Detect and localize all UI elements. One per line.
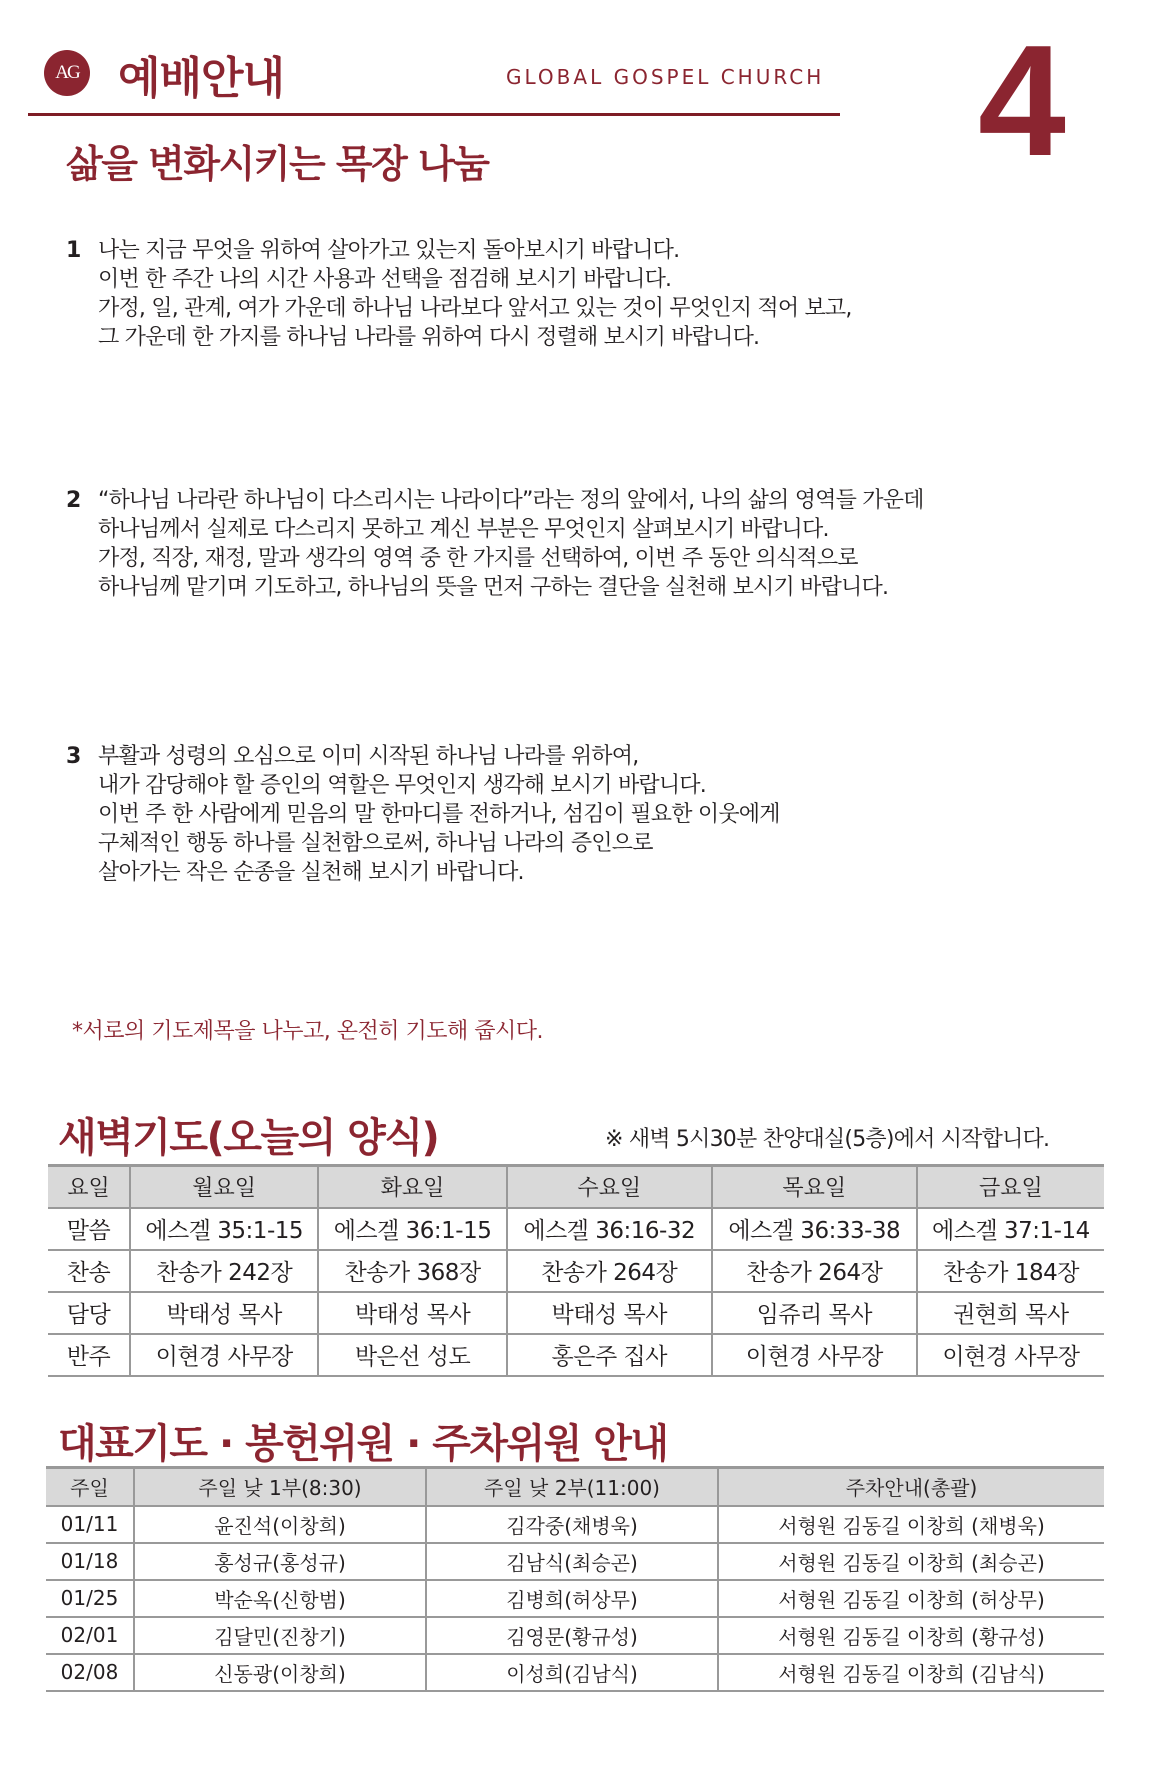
row-header: 담당 (48, 1292, 130, 1334)
sharing-section-title: 삶을 변화시키는 목장 나눔 (66, 142, 489, 186)
question-line: 그 가운데 한 가지를 하나님 나라를 위하여 다시 정렬해 보시기 바랍니다. (98, 325, 760, 350)
question-line: 내가 감당해야 할 증인의 역할은 무엇인지 생각해 보시기 바랍니다. (98, 773, 706, 798)
church-logo-icon: AG (44, 50, 90, 96)
date-cell: 02/08 (46, 1654, 134, 1691)
column-header: 주차안내(총괄) (718, 1468, 1104, 1506)
table-cell: 김각중(채병욱) (426, 1506, 718, 1543)
prayer-committee-title: 대표기도 · 봉헌위원 · 주차위원 안내 (58, 1421, 668, 1467)
question-line: “하나님 나라란 하나님이 다스리시는 나라이다”라는 정의 앞에서, 나의 삶의 영역들 가운데 (98, 488, 924, 513)
table-row (48, 1208, 1104, 1250)
table-row (46, 1617, 1104, 1654)
table-cell: 에스겔 36:33-38 (712, 1208, 917, 1250)
table-cell: 홍성규(홍성규) (134, 1543, 426, 1580)
table-row (48, 1292, 1104, 1334)
dawn-prayer-title: 새벽기도(오늘의 양식) (58, 1115, 439, 1161)
question-line: 이번 주 한 사람에게 믿음의 말 한마디를 전하거나, 섬김이 필요한 이웃에게 (98, 802, 780, 827)
page-title: 예배안내 (118, 53, 285, 104)
question-line: 구체적인 행동 하나를 실천함으로써, 하나님 나라의 증인으로 (98, 831, 653, 856)
table-cell: 김병희(허상무) (426, 1580, 718, 1617)
column-header: 수요일 (507, 1166, 712, 1208)
table-cell: 신동광(이창희) (134, 1654, 426, 1691)
question-number: 1 (66, 238, 82, 263)
table-cell: 서형원 김동길 이창희 (황규성) (718, 1617, 1104, 1654)
question-line: 살아가는 작은 순종을 실천해 보시기 바랍니다. (98, 860, 524, 885)
table-cell: 에스겔 35:1-15 (130, 1208, 318, 1250)
row-header: 찬송 (48, 1250, 130, 1292)
question-line: 나는 지금 무엇을 위하여 살아가고 있는지 돌아보시기 바랍니다. (98, 238, 680, 263)
table-cell: 홍은주 집사 (507, 1334, 712, 1376)
table-row (46, 1580, 1104, 1617)
table-cell: 권현희 목사 (917, 1292, 1104, 1334)
table-cell: 김영문(황규성) (426, 1617, 718, 1654)
table-row (48, 1334, 1104, 1376)
table-header-row (46, 1468, 1104, 1506)
table-cell: 찬송가 184장 (917, 1250, 1104, 1292)
table-cell: 서형원 김동길 이창희 (채병욱) (718, 1506, 1104, 1543)
table-cell: 서형원 김동길 이창희 (김남식) (718, 1654, 1104, 1691)
table-cell: 이현경 사무장 (712, 1334, 917, 1376)
table-header-row (48, 1166, 1104, 1208)
page-number: 4 (978, 13, 1066, 189)
table-cell: 박태성 목사 (318, 1292, 506, 1334)
table-cell: 에스겔 36:1-15 (318, 1208, 506, 1250)
table-row (46, 1654, 1104, 1691)
table-cell: 임쥬리 목사 (712, 1292, 917, 1334)
table-cell: 서형원 김동길 이창희 (허상무) (718, 1580, 1104, 1617)
row-header: 반주 (48, 1334, 130, 1376)
table-cell: 이현경 사무장 (917, 1334, 1104, 1376)
table-cell: 에스겔 37:1-14 (917, 1208, 1104, 1250)
table-cell: 박태성 목사 (507, 1292, 712, 1334)
question-line: 이번 한 주간 나의 시간 사용과 선택을 점검해 보시기 바랍니다. (98, 267, 672, 292)
table-row (46, 1506, 1104, 1543)
column-header: 월요일 (130, 1166, 318, 1208)
question-number: 2 (66, 488, 82, 513)
prayer-committee-table (46, 1466, 1104, 1692)
question-line: 가정, 직장, 재정, 말과 생각의 영역 중 한 가지를 선택하여, 이번 주 동안 의식적으로 (98, 546, 858, 571)
table-cell: 윤진석(이창희) (134, 1506, 426, 1543)
question-line: 하나님께 맡기며 기도하고, 하나님의 뜻을 먼저 구하는 결단을 실천해 보시기 바랍니다. (98, 575, 889, 600)
table-cell: 박은선 성도 (318, 1334, 506, 1376)
prayer-request-note: *서로의 기도제목을 나누고, 온전히 기도해 줍시다. (72, 1019, 543, 1044)
table-cell: 찬송가 242장 (130, 1250, 318, 1292)
question-line: 하나님께서 실제로 다스리지 못하고 계신 부분은 무엇인지 살펴보시기 바랍니다. (98, 517, 829, 542)
dawn-prayer-note: ※ 새벽 5시30분 찬양대실(5층)에서 시작합니다. (605, 1127, 1050, 1152)
column-header: 목요일 (712, 1166, 917, 1208)
column-header: 주일 낮 1부(8:30) (134, 1468, 426, 1506)
column-header: 주일 낮 2부(11:00) (426, 1468, 718, 1506)
table-cell: 에스겔 36:16-32 (507, 1208, 712, 1250)
question-line: 가정, 일, 관계, 여가 가운데 하나님 나라보다 앞서고 있는 것이 무엇인지 적어 보고, (98, 296, 852, 321)
date-cell: 01/18 (46, 1543, 134, 1580)
table-cell: 서형원 김동길 이창희 (최승곤) (718, 1543, 1104, 1580)
church-name: GLOBAL GOSPEL CHURCH (506, 65, 825, 89)
date-cell: 01/25 (46, 1580, 134, 1617)
table-cell: 찬송가 264장 (712, 1250, 917, 1292)
table-cell: 박순옥(신항범) (134, 1580, 426, 1617)
column-header: 요일 (48, 1166, 130, 1208)
dawn-prayer-table (48, 1164, 1104, 1377)
table-cell: 찬송가 264장 (507, 1250, 712, 1292)
row-header: 말씀 (48, 1208, 130, 1250)
table-cell: 이현경 사무장 (130, 1334, 318, 1376)
column-header: 금요일 (917, 1166, 1104, 1208)
table-cell: 이성희(김남식) (426, 1654, 718, 1691)
table-cell: 박태성 목사 (130, 1292, 318, 1334)
date-cell: 01/11 (46, 1506, 134, 1543)
column-header: 주일 (46, 1468, 134, 1506)
column-header: 화요일 (318, 1166, 506, 1208)
table-cell: 찬송가 368장 (318, 1250, 506, 1292)
date-cell: 02/01 (46, 1617, 134, 1654)
table-cell: 김달민(진창기) (134, 1617, 426, 1654)
question-number: 3 (66, 744, 82, 769)
table-row (46, 1543, 1104, 1580)
table-row (48, 1250, 1104, 1292)
table-cell: 김남식(최승곤) (426, 1543, 718, 1580)
page-header (28, 38, 840, 116)
question-line: 부활과 성령의 오심으로 이미 시작된 하나님 나라를 위하여, (98, 744, 639, 769)
